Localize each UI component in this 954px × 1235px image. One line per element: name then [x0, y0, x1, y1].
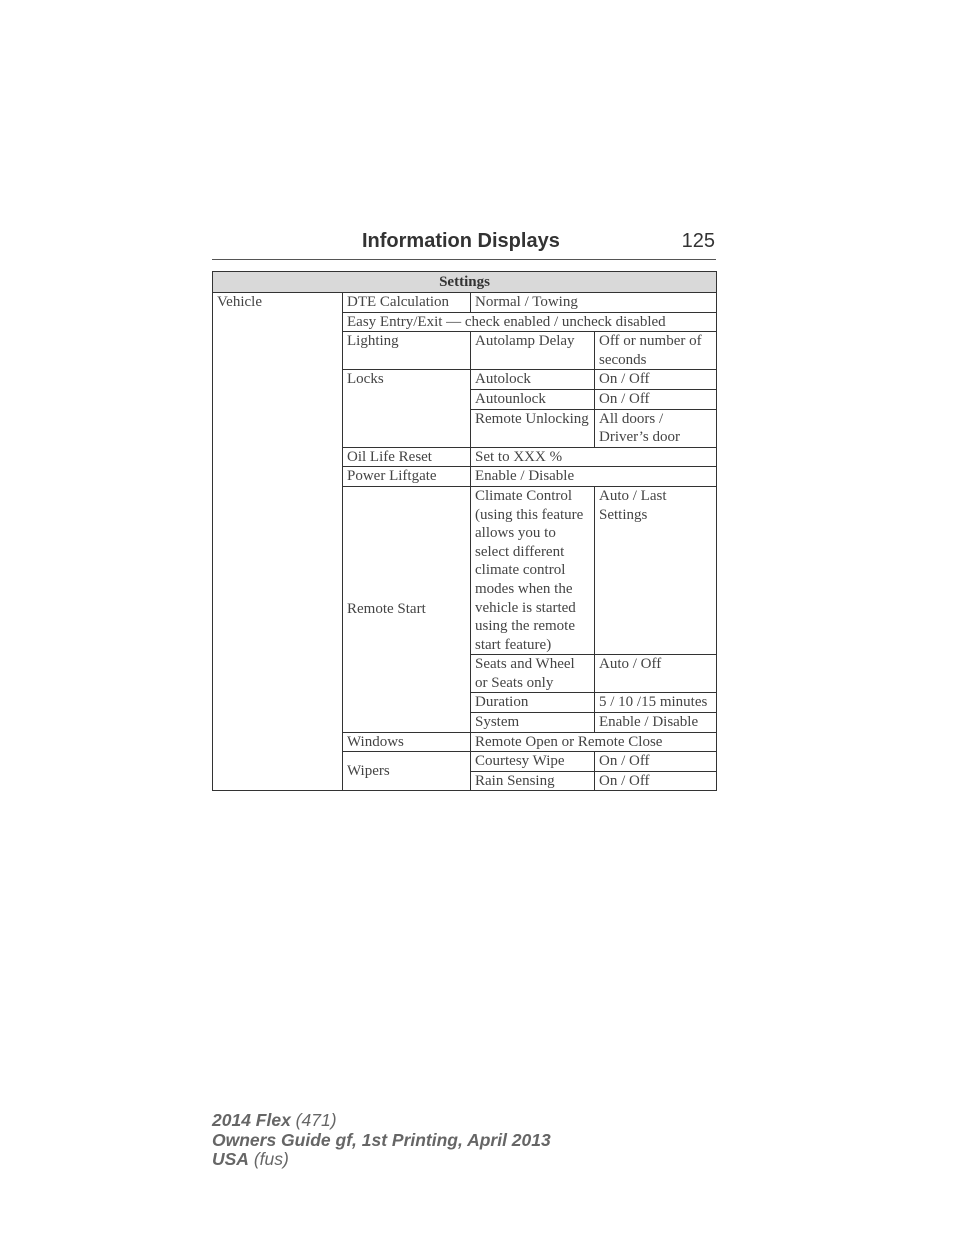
remote-start-label: Remote Start: [343, 486, 471, 732]
remote-start-option: Climate Control (using this feature allows you to select different climate control modes when the vehicle is started using the remote start feature): [471, 486, 595, 654]
table-row: [213, 293, 717, 313]
locks-value: All doors / Driver’s door: [595, 409, 717, 447]
page-footer: [212, 1111, 551, 1170]
locks-label: Locks: [343, 370, 471, 447]
section-title: Information Displays: [362, 230, 560, 252]
wipers-value: On / Off: [595, 752, 717, 772]
oil-life-reset-value: Set to XXX %: [471, 447, 717, 467]
settings-table: [212, 271, 717, 791]
locks-option: Autounlock: [471, 389, 595, 409]
wipers-option: Courtesy Wipe: [471, 752, 595, 772]
dte-calculation-label: DTE Calculation: [343, 293, 471, 313]
windows-value: Remote Open or Remote Close: [471, 732, 717, 752]
remote-start-value: Enable / Disable: [595, 713, 717, 733]
wipers-value: On / Off: [595, 771, 717, 791]
locks-value: On / Off: [595, 389, 717, 409]
easy-entry-exit-cell: Easy Entry/Exit — check enabled / uncheck disabled: [343, 312, 717, 332]
lighting-option: Autolamp Delay: [471, 332, 595, 370]
locks-value: On / Off: [595, 370, 717, 390]
footer-line-guide: [212, 1131, 551, 1151]
page-header: [212, 229, 716, 260]
remote-start-option: Duration: [471, 693, 595, 713]
table-title: Settings: [213, 272, 717, 293]
footer-market: USA: [212, 1149, 249, 1169]
table-header-row: [213, 272, 717, 293]
remote-start-value: Auto / Off: [595, 655, 717, 693]
footer-line-market: [212, 1150, 551, 1170]
remote-start-option: Seats and Wheel or Seats only: [471, 655, 595, 693]
vehicle-cell: Vehicle: [213, 293, 343, 791]
lighting-value: Off or number of seconds: [595, 332, 717, 370]
windows-label: Windows: [343, 732, 471, 752]
footer-line-model: [212, 1111, 551, 1131]
wipers-option: Rain Sensing: [471, 771, 595, 791]
lighting-label: Lighting: [343, 332, 471, 370]
power-liftgate-label: Power Liftgate: [343, 467, 471, 487]
footer-model-code: (471): [290, 1110, 337, 1130]
power-liftgate-value: Enable / Disable: [471, 467, 717, 487]
remote-start-value: 5 / 10 /15 minutes: [595, 693, 717, 713]
locks-option: Autolock: [471, 370, 595, 390]
remote-start-option: System: [471, 713, 595, 733]
wipers-label: Wipers: [343, 752, 471, 791]
page-number: 125: [681, 230, 715, 252]
remote-start-value: Auto / Last Settings: [595, 486, 717, 654]
footer-model: 2014 Flex: [212, 1110, 291, 1130]
locks-option: Remote Unlocking: [471, 409, 595, 447]
footer-market-code: (fus): [248, 1149, 289, 1169]
footer-guide: Owners Guide gf, 1st Printing, April 2013: [212, 1129, 551, 1150]
dte-calculation-value: Normal / Towing: [471, 293, 717, 313]
oil-life-reset-label: Oil Life Reset: [343, 447, 471, 467]
